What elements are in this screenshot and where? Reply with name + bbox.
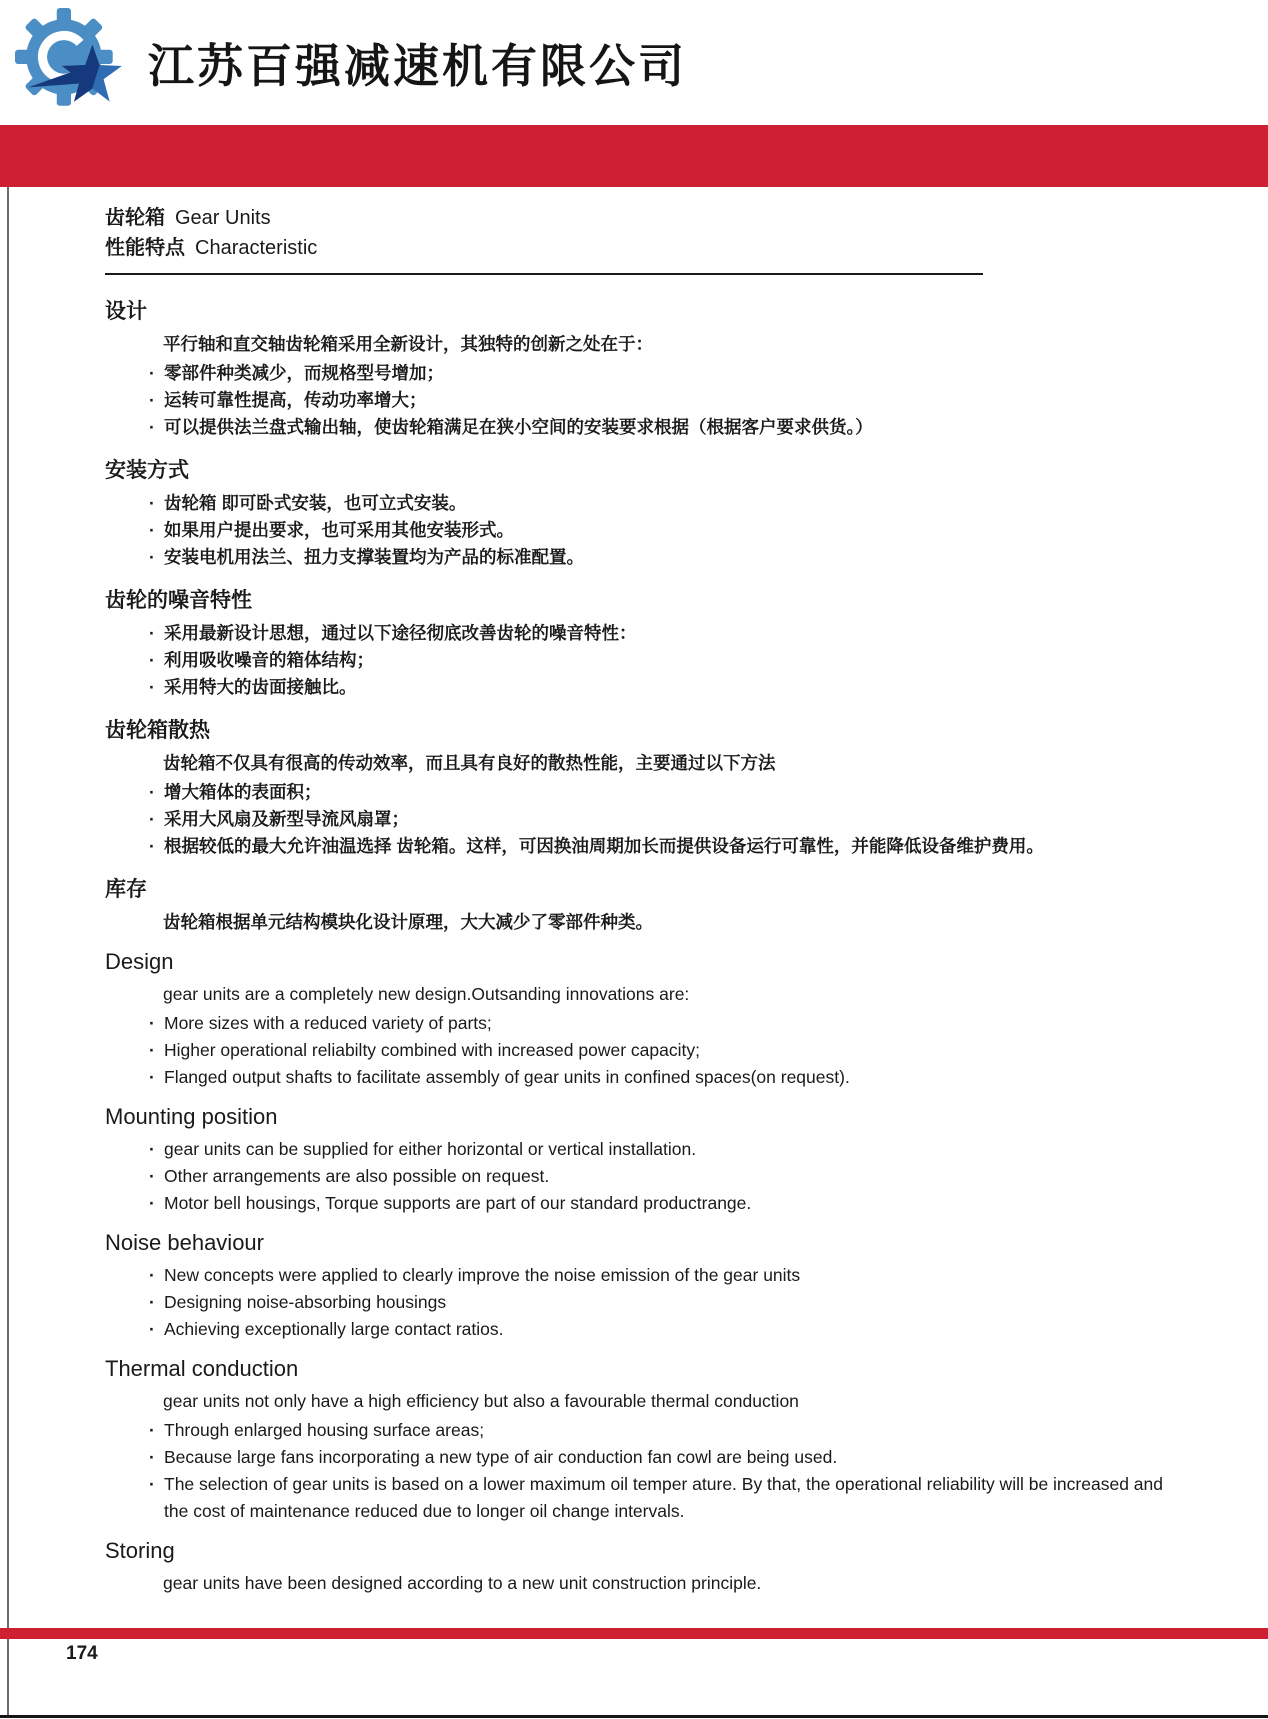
section-heading: 齿轮箱散热 (105, 719, 210, 742)
bullet-dot-icon: · (149, 520, 155, 540)
bullet-text: Higher operational reliabilty combined with increased power capacity; (164, 1040, 700, 1060)
bullet-item (149, 1417, 1178, 1444)
section (105, 873, 1178, 936)
bullet-item (149, 490, 1178, 517)
bullet-item (149, 1471, 1178, 1525)
bullet-dot-icon: · (149, 1265, 155, 1285)
bullet-item (149, 1163, 1178, 1190)
page-title-zh: 齿轮箱 (105, 207, 165, 229)
section-intro: gear units have been designed according to a new unit construction principle. (163, 1573, 762, 1593)
bullet-text: 安装电机用法兰、扭力支撑装置均为产品的标准配置。 (164, 547, 584, 567)
section (105, 714, 1178, 860)
sections (105, 295, 1178, 1597)
bullet-text: 可以提供法兰盘式输出轴，使齿轮箱满足在狭小空间的安装要求根据（根据客户要求供货。） (164, 417, 873, 437)
bullet-list (149, 1136, 1178, 1217)
bullet-text: New concepts were applied to clearly improve the noise emission of the gear units (164, 1265, 801, 1285)
bullet-list (149, 360, 1178, 441)
bullet-item (149, 1190, 1178, 1217)
bullet-item (149, 414, 1178, 441)
bullet-dot-icon: · (149, 650, 155, 670)
bullet-dot-icon: · (149, 1013, 155, 1033)
section (105, 295, 1178, 441)
page-bottom-border (0, 1715, 1268, 1718)
section-intro: 齿轮箱不仅具有很高的传动效率，而且具有良好的散热性能，主要通过以下方法 (163, 753, 776, 773)
bullet-list (149, 490, 1178, 571)
section-intro: 平行轴和直交轴齿轮箱采用全新设计，其独特的创新之处在于： (163, 334, 653, 354)
section-intro: 齿轮箱根据单元结构模块化设计原理，大大减少了零部件种类。 (163, 912, 653, 932)
bullet-list (149, 1010, 1178, 1091)
bullet-item (149, 647, 1178, 674)
bullet-text: Motor bell housings, Torque supports are part of our standard productrange. (164, 1193, 752, 1213)
bullet-dot-icon: · (149, 1447, 155, 1467)
section-heading: 安装方式 (105, 459, 189, 482)
page-subtitle-zh: 性能特点 (105, 237, 185, 259)
section-heading: 设计 (105, 300, 147, 323)
bullet-dot-icon: · (149, 1474, 155, 1494)
section-heading: Design (105, 949, 174, 974)
bullet-item (149, 387, 1178, 414)
footer-red-rule (0, 1628, 1268, 1639)
section-heading: 库存 (105, 878, 147, 901)
page-header (0, 0, 1268, 125)
page-title-en: Gear Units (175, 207, 271, 229)
bullet-dot-icon: · (149, 1139, 155, 1159)
bullet-text: Other arrangements are also possible on request. (164, 1166, 550, 1186)
bullet-text: The selection of gear units is based on a lower maximum oil temper ature. By that, the operational reliability will be increased and the cost of maintenance reduced due to longer oil change intervals. (164, 1474, 1163, 1521)
bullet-text: 采用特大的齿面接触比。 (164, 677, 357, 697)
section-intro: gear units are a completely new design.Outsanding innovations are: (163, 984, 690, 1004)
title-rule (105, 273, 983, 275)
section (105, 1356, 1178, 1525)
section (105, 1538, 1178, 1597)
section-heading: Noise behaviour (105, 1230, 264, 1255)
bullet-item (149, 1289, 1178, 1316)
page-title (105, 203, 1178, 233)
bullet-item (149, 833, 1178, 860)
bullet-dot-icon: · (149, 836, 155, 856)
company-name: 江苏百强减速机有限公司 (148, 39, 687, 92)
bullet-text: 利用吸收噪音的箱体结构； (164, 650, 374, 670)
section-intro: gear units not only have a high efficiency but also a favourable thermal conduction (163, 1391, 799, 1411)
section (105, 1104, 1178, 1217)
bullet-item (149, 1316, 1178, 1343)
bullet-text: Flanged output shafts to facilitate assembly of gear units in confined spaces(on request). (164, 1067, 850, 1087)
bullet-text: 运转可靠性提高，传动功率增大； (164, 390, 427, 410)
bullet-item (149, 1136, 1178, 1163)
title-block (105, 203, 1178, 275)
section-heading: Storing (105, 1538, 175, 1563)
page-left-border (7, 187, 9, 1716)
bullet-dot-icon: · (149, 623, 155, 643)
section (105, 584, 1178, 701)
section-heading: Mounting position (105, 1104, 278, 1129)
section (105, 454, 1178, 571)
section-heading: 齿轮的噪音特性 (105, 589, 252, 612)
bullet-text: Designing noise-absorbing housings (164, 1292, 447, 1312)
bullet-text: 如果用户提出要求，也可采用其他安装形式。 (164, 520, 514, 540)
bullet-item (149, 779, 1178, 806)
bullet-item (149, 544, 1178, 571)
bullet-dot-icon: · (149, 547, 155, 567)
bullet-item (149, 620, 1178, 647)
bullet-list (149, 1417, 1178, 1525)
bullet-text: 根据较低的最大允许油温选择 齿轮箱。这样，可因换油周期加长而提供设备运行可靠性，并能降低设备维护费用。 (164, 836, 1044, 856)
section (105, 949, 1178, 1091)
bullet-dot-icon: · (149, 677, 155, 697)
bullet-dot-icon: · (149, 363, 155, 383)
bullet-item (149, 674, 1178, 701)
bullet-list (149, 779, 1178, 860)
gear-star-logo-icon (8, 6, 134, 120)
bullet-text: 增大箱体的表面积； (164, 782, 322, 802)
bullet-dot-icon: · (149, 1067, 155, 1087)
bullet-dot-icon: · (149, 390, 155, 410)
page-subtitle (105, 233, 1178, 263)
bullet-text: Through enlarged housing surface areas; (164, 1420, 485, 1440)
bullet-dot-icon: · (149, 1319, 155, 1339)
bullet-item (149, 1262, 1178, 1289)
section-heading: Thermal conduction (105, 1356, 299, 1381)
bullet-dot-icon: · (149, 493, 155, 513)
bullet-text: Achieving exceptionally large contact ratios. (164, 1319, 504, 1339)
bullet-item (149, 360, 1178, 387)
page-subtitle-en: Characteristic (195, 237, 318, 259)
bullet-text: gear units can be supplied for either horizontal or vertical installation. (164, 1139, 697, 1159)
bullet-dot-icon: · (149, 809, 155, 829)
bullet-text: Because large fans incorporating a new type of air conduction fan cowl are being used. (164, 1447, 838, 1467)
bullet-text: 采用大风扇及新型导流风扇罩； (164, 809, 409, 829)
bullet-text: 齿轮箱 即可卧式安装，也可立式安装。 (164, 493, 467, 513)
bullet-item (149, 517, 1178, 544)
content-area (0, 187, 1268, 1597)
bullet-dot-icon: · (149, 1166, 155, 1186)
bullet-list (149, 1262, 1178, 1343)
bullet-dot-icon: · (149, 417, 155, 437)
bullet-dot-icon: · (149, 1040, 155, 1060)
bullet-item (149, 1444, 1178, 1471)
page-number: 174 (66, 1643, 98, 1664)
bullet-item (149, 1064, 1178, 1091)
bullet-item (149, 806, 1178, 833)
section (105, 1230, 1178, 1343)
bullet-text: 采用最新设计思想，通过以下途径彻底改善齿轮的噪音特性： (164, 623, 637, 643)
bullet-dot-icon: · (149, 782, 155, 802)
bullet-dot-icon: · (149, 1292, 155, 1312)
bullet-text: More sizes with a reduced variety of parts; (164, 1013, 492, 1033)
bullet-item (149, 1010, 1178, 1037)
header-red-banner (0, 125, 1268, 187)
bullet-text: 零部件种类减少，而规格型号增加； (164, 363, 444, 383)
bullet-dot-icon: · (149, 1420, 155, 1440)
bullet-list (149, 620, 1178, 701)
bullet-dot-icon: · (149, 1193, 155, 1213)
bullet-item (149, 1037, 1178, 1064)
